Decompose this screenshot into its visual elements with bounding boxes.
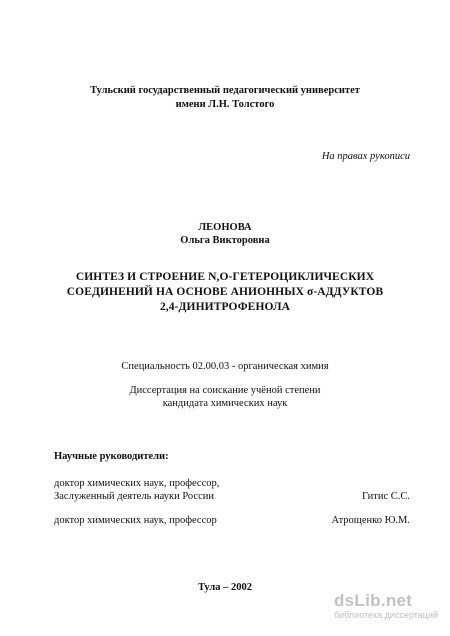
- watermark-tagline: библиотека диссертаций: [333, 610, 438, 620]
- supervisor-name: Атрощенко Ю.М.: [331, 515, 410, 526]
- author-surname: ЛЕОНОВА: [198, 222, 252, 233]
- manuscript-rights-note: На правах рукописи: [321, 151, 410, 162]
- author-block: [0, 221, 450, 247]
- university-name: [0, 84, 450, 112]
- title-line-2: СОЕДИНЕНИЙ НА ОСНОВЕ АНИОННЫХ σ-АДДУКТОВ: [66, 286, 384, 298]
- supervisors-heading: Научные руководители:: [54, 451, 169, 462]
- degree-line-1: Диссертация на соискание учёной степени: [129, 385, 321, 396]
- supervisor-title-line-1: доктор химических наук, профессор,: [54, 478, 220, 489]
- supervisor-entry: [54, 514, 410, 530]
- university-line-2: имени Л.Н. Толстого: [175, 99, 275, 110]
- supervisor-credentials: [54, 477, 410, 503]
- supervisor-name: Гитис С.С.: [361, 491, 410, 502]
- watermark-logo: dsLib.net: [333, 591, 413, 610]
- author-given-names: Ольга Викторовна: [180, 235, 270, 246]
- specialty-line: Специальность 02.00.03 - органическая химия: [121, 361, 329, 372]
- supervisor-title-line-2: Заслуженный деятель науки России: [54, 491, 214, 502]
- degree-statement: [0, 384, 450, 410]
- degree-line-2: кандидата химических наук: [162, 398, 288, 409]
- title-line-3: 2,4-ДИНИТРОФЕНОЛА: [159, 301, 291, 313]
- site-watermark: [334, 591, 438, 621]
- title-line-1: СИНТЕЗ И СТРОЕНИЕ N,O-ГЕТЕРОЦИКЛИЧЕСКИХ: [75, 271, 375, 283]
- city-year: Тула – 2002: [197, 582, 253, 593]
- supervisor-entry: [54, 477, 410, 507]
- dissertation-title: [0, 270, 450, 315]
- supervisor-title-line-1: доктор химических наук, профессор: [54, 515, 217, 526]
- university-line-1: Тульский государственный педагогический университет: [90, 85, 360, 96]
